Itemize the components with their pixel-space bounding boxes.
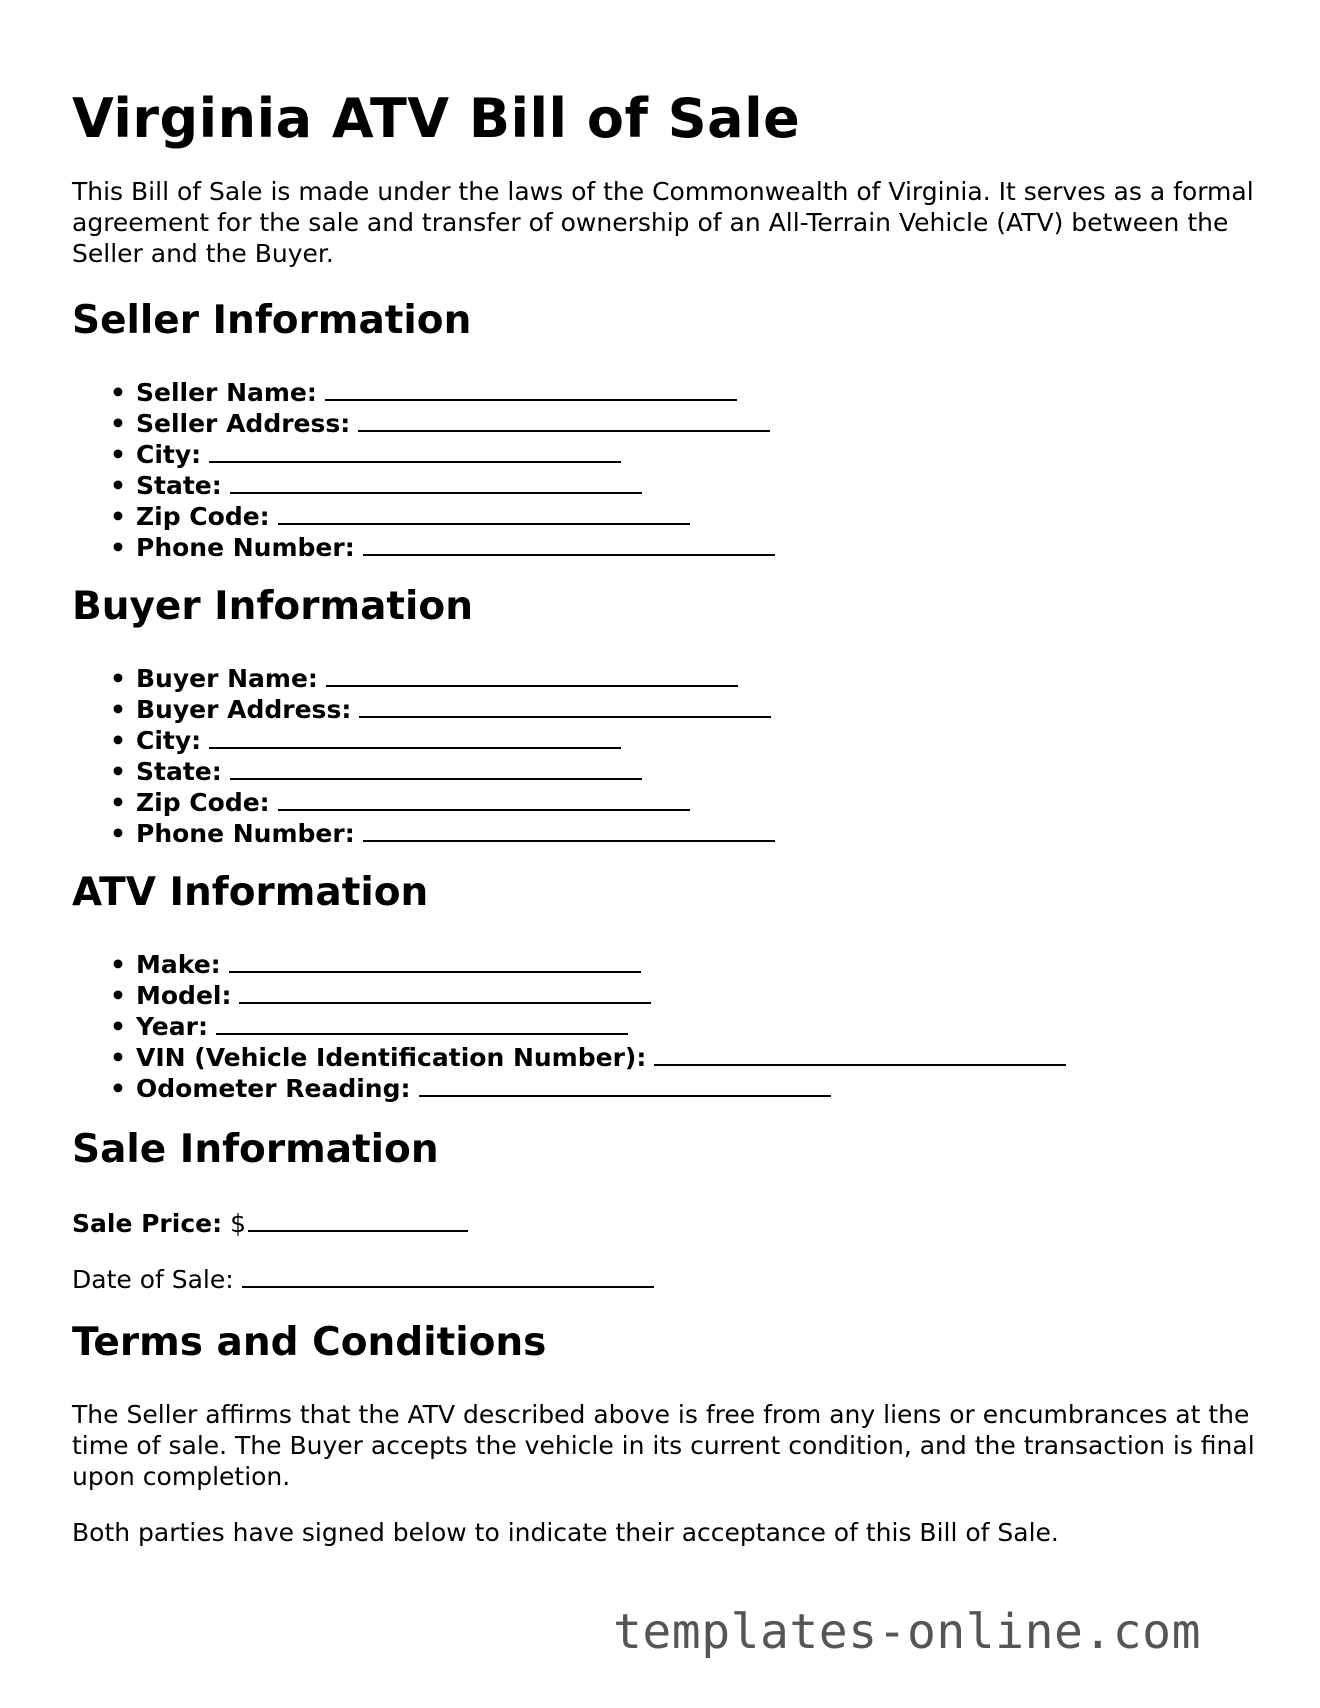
field-label: Seller Address:	[136, 409, 351, 438]
sale-heading: Sale Information	[72, 1127, 439, 1172]
field-label: Buyer Address:	[136, 695, 352, 724]
seller-city-field[interactable]: • City:	[110, 439, 1272, 470]
blank-line[interactable]	[278, 789, 690, 811]
blank-line[interactable]	[363, 820, 775, 842]
field-label: City:	[136, 726, 202, 755]
blank-line[interactable]	[230, 758, 642, 780]
atv-heading: ATV Information	[72, 870, 429, 915]
blank-line[interactable]	[230, 472, 642, 494]
blank-line[interactable]	[248, 1210, 468, 1232]
atv-fields	[72, 949, 1272, 1104]
sale-price-field[interactable]	[72, 1208, 1272, 1239]
atv-odometer-field[interactable]: • Odometer Reading:	[110, 1073, 1272, 1104]
blank-line[interactable]	[209, 727, 621, 749]
blank-line[interactable]	[278, 503, 690, 525]
field-label: Seller Name:	[136, 378, 317, 407]
blank-line[interactable]	[654, 1044, 1066, 1066]
field-label: State:	[136, 757, 222, 786]
blank-line[interactable]	[326, 665, 738, 687]
buyer-state-field[interactable]: • State:	[110, 756, 1272, 787]
field-label: Zip Code:	[136, 788, 270, 817]
field-label: City:	[136, 440, 202, 469]
blank-line[interactable]	[363, 534, 775, 556]
currency-symbol: $	[230, 1209, 246, 1238]
field-label: State:	[136, 471, 222, 500]
buyer-city-field[interactable]: • City:	[110, 725, 1272, 756]
buyer-phone-field[interactable]: • Phone Number:	[110, 818, 1272, 849]
field-label: Model:	[136, 981, 232, 1010]
intro-paragraph: This Bill of Sale is made under the laws of the Commonwealth of Virginia. It serves as a formal agreement for the sale and transfer of ownership of an All-Terrain Vehicle (ATV) between the Seller and the Buyer.	[72, 177, 1254, 268]
atv-year-field[interactable]: • Year:	[110, 1011, 1272, 1042]
blank-line[interactable]	[419, 1075, 831, 1097]
buyer-heading: Buyer Information	[72, 584, 473, 629]
field-label: VIN (Vehicle Identification Number):	[136, 1043, 647, 1072]
blank-line[interactable]	[359, 696, 771, 718]
atv-vin-field[interactable]: • VIN (Vehicle Identification Number):	[110, 1042, 1272, 1073]
blank-line[interactable]	[325, 379, 737, 401]
buyer-address-field[interactable]: • Buyer Address:	[110, 694, 1272, 725]
seller-address-field[interactable]: • Seller Address:	[110, 408, 1272, 439]
seller-fields	[72, 377, 1272, 563]
seller-phone-field[interactable]: • Phone Number:	[110, 532, 1272, 563]
page-title: Virginia ATV Bill of Sale	[72, 87, 801, 150]
date-of-sale-field[interactable]	[72, 1264, 1272, 1295]
watermark: templates-online.com	[613, 1604, 1201, 1660]
seller-state-field[interactable]: • State:	[110, 470, 1272, 501]
blank-line[interactable]	[229, 951, 641, 973]
blank-line[interactable]	[239, 982, 651, 1004]
blank-line[interactable]	[358, 410, 770, 432]
terms-heading: Terms and Conditions	[72, 1320, 547, 1365]
atv-make-field[interactable]: • Make:	[110, 949, 1272, 980]
buyer-name-field[interactable]: • Buyer Name:	[110, 663, 1272, 694]
acceptance-paragraph: Both parties have signed below to indicate their acceptance of this Bill of Sale.	[72, 1518, 1059, 1547]
atv-model-field[interactable]: • Model:	[110, 980, 1272, 1011]
document-page	[72, 86, 1272, 1548]
field-label: Zip Code:	[136, 502, 270, 531]
blank-line[interactable]	[209, 441, 621, 463]
field-label: Make:	[136, 950, 221, 979]
field-label: Year:	[136, 1012, 208, 1041]
field-label: Odometer Reading:	[136, 1074, 411, 1103]
seller-zip-field[interactable]: • Zip Code:	[110, 501, 1272, 532]
buyer-fields	[72, 663, 1272, 849]
buyer-zip-field[interactable]: • Zip Code:	[110, 787, 1272, 818]
field-label: Phone Number:	[136, 819, 355, 848]
sale-price-label: Sale Price:	[72, 1209, 223, 1238]
seller-name-field[interactable]: • Seller Name:	[110, 377, 1272, 408]
field-label: Buyer Name:	[136, 664, 318, 693]
terms-paragraph: The Seller affirms that the ATV described above is free from any liens or encumbrances at the time of sale. The Buyer accepts the vehicle in its current condition, and the transaction is final upon completion.	[72, 1400, 1255, 1491]
field-label: Phone Number:	[136, 533, 355, 562]
seller-heading: Seller Information	[72, 298, 472, 343]
date-of-sale-label: Date of Sale:	[72, 1265, 234, 1294]
blank-line[interactable]	[216, 1013, 628, 1035]
blank-line[interactable]	[242, 1266, 654, 1288]
